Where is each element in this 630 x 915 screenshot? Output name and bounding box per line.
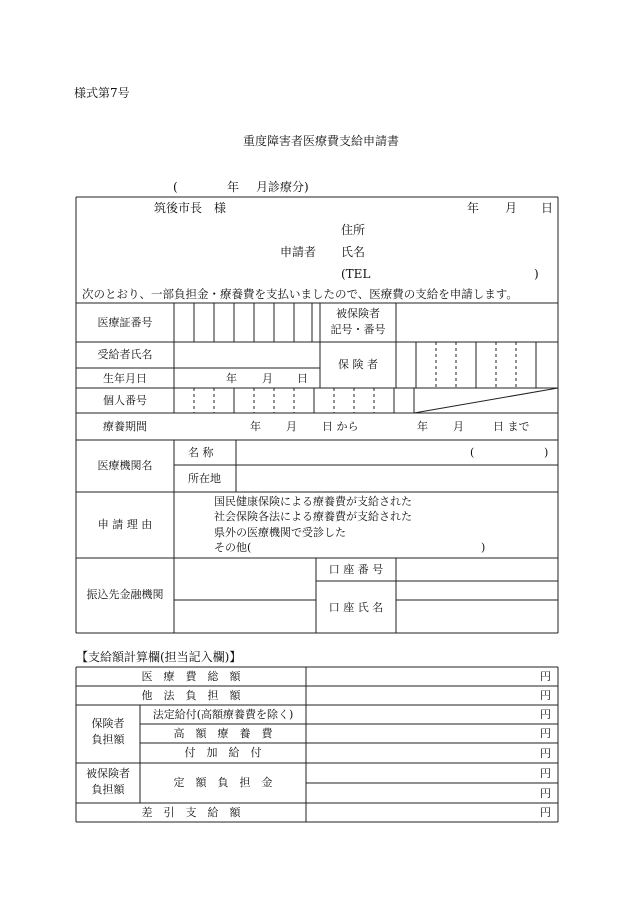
form-number: 様式第7号 [74, 86, 130, 100]
institution-name-label: 名 称 [188, 446, 214, 459]
address-label: 住所 [341, 223, 366, 237]
period-year: 年 [227, 180, 240, 194]
account-name-label: 口 座 氏 名 [328, 601, 384, 614]
yen-unit: 円 [540, 670, 551, 683]
form-title: 重度障害者医療費支給申請書 [243, 134, 400, 148]
institution-paren-close: ) [544, 446, 549, 459]
insured-burden-label-line2: 負担額 [91, 783, 125, 796]
yen-unit: 円 [540, 727, 551, 740]
period-month-suffix: 月診療分) [256, 180, 309, 194]
period-to-month: 月 [453, 420, 464, 433]
insurance-card-number-label: 医療証番号 [97, 316, 153, 329]
birth-year: 年 [226, 372, 237, 385]
total-medical-label: 医 療 費 総 額 [141, 670, 241, 683]
yen-unit: 円 [540, 689, 551, 702]
bank-label: 振込先金融機関 [86, 588, 164, 601]
applicant-label: 申請者 [280, 245, 317, 259]
calc-heading: 【支給額計算欄(担当記入欄)】 [76, 650, 242, 664]
birth-month: 月 [262, 372, 273, 385]
insurer-label: 保 険 者 [338, 358, 378, 371]
treatment-period-label: 療養期間 [103, 420, 147, 433]
yen-unit: 円 [540, 767, 551, 780]
date-year: 年 [467, 201, 480, 215]
period-to-day: 日 まで [493, 420, 530, 433]
other-law-label: 他 法 負 担 額 [141, 689, 241, 702]
reason-out-of-prefecture: 県外の医療機関で受診した [214, 526, 346, 539]
insurer-burden-label-line2: 負担額 [91, 733, 125, 746]
tel-close: ) [534, 267, 539, 281]
application-statement: 次のとおり、一部負担金・療養費を支払いましたので、医療費の支給を申請します。 [82, 287, 518, 301]
insured-burden-label-line1: 被保険者 [86, 767, 130, 780]
period-from-month: 月 [286, 420, 297, 433]
reason-other: その他( [214, 541, 252, 554]
statutory-benefit-label: 法定給付(高額療養費を除く) [152, 708, 294, 721]
yen-unit: 円 [540, 708, 551, 721]
tel-open: (TEL [341, 267, 371, 281]
high-cost-label: 高 額 療 養 費 [173, 727, 273, 740]
insured-symbol-label-line2: 記号・番号 [330, 323, 386, 336]
fixed-copay-label: 定 額 負 担 金 [173, 776, 273, 789]
birth-day: 日 [297, 372, 308, 385]
reason-national-health: 国民健康保険による療養費が支給された [214, 495, 412, 508]
recipient-name-label: 受給者氏名 [97, 348, 153, 361]
insurer-burden-label-line1: 保険者 [91, 717, 125, 730]
date-day: 日 [541, 201, 554, 215]
application-reason-label: 申 請 理 由 [97, 518, 153, 531]
net-payment-label: 差 引 支 給 額 [141, 806, 241, 819]
reason-other-close: ) [481, 541, 486, 554]
birth-date-label: 生年月日 [103, 372, 147, 385]
period-open-paren: ( [173, 180, 178, 194]
period-from-day: 日 から [322, 420, 359, 433]
insured-symbol-label-line1: 被保険者 [336, 307, 380, 320]
institution-paren-open: ( [470, 446, 475, 459]
period-from-year: 年 [250, 420, 261, 433]
institution-address-label: 所在地 [188, 472, 221, 485]
personal-number-label: 個人番号 [103, 394, 147, 407]
reason-social-insurance: 社会保険各法による療養費が支給された [214, 510, 412, 523]
yen-unit: 円 [540, 747, 551, 760]
medical-institution-label: 医療機関名 [97, 459, 153, 472]
additional-benefit-label: 付 加 給 付 [184, 746, 262, 759]
name-label: 氏名 [341, 245, 366, 259]
addressee: 筑後市長 様 [154, 201, 227, 215]
date-month: 月 [505, 201, 518, 215]
account-number-label: 口 座 番 号 [328, 563, 384, 576]
yen-unit: 円 [540, 787, 551, 800]
yen-unit: 円 [540, 806, 551, 819]
period-to-year: 年 [417, 420, 428, 433]
